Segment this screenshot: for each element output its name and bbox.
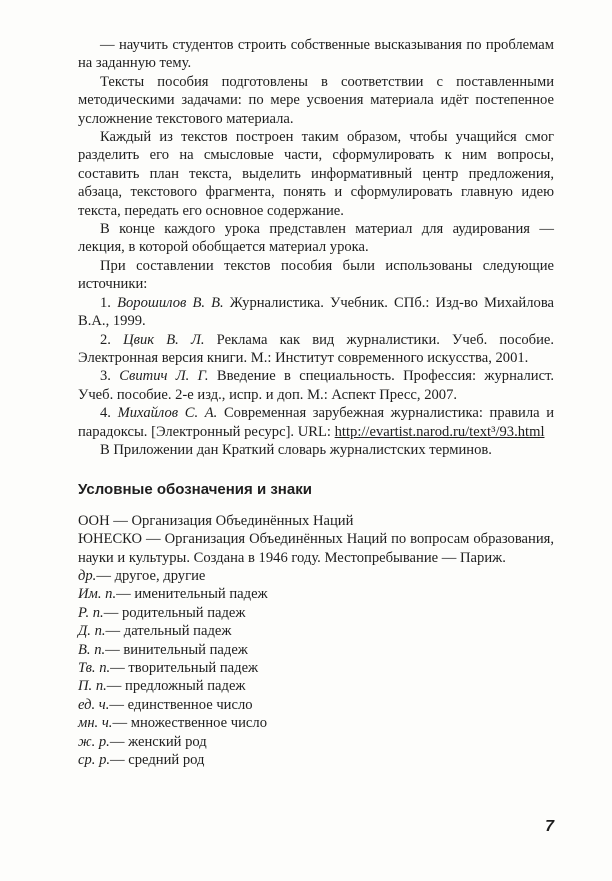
intro-paragraph-3: Каждый из текстов построен таким образом, чтобы учащийся смог разделить его на смысловые части, сформулировать к ним вопросы, составить план текста, выделить информативный центр предложения, абзаца, текстового фрагмента, понять и сформулировать главную идею текста, передать его основное содержание. (78, 129, 554, 219)
abbreviation-term: Тв. п. (78, 660, 111, 676)
abbreviation-meaning: — предложный падеж (106, 678, 246, 695)
abbreviation-meaning: — родительный падеж (103, 604, 246, 621)
page-content (78, 36, 554, 769)
organizations-list (78, 512, 554, 567)
abbreviation-row (78, 604, 554, 622)
abbreviation-row (78, 622, 554, 640)
abbreviation-term: ср. р. (78, 752, 111, 769)
abbreviation-term: ед. ч. (78, 696, 110, 713)
abbreviation-term: мн. ч. (78, 715, 113, 732)
sources-list (78, 294, 554, 441)
abbreviation-meaning: — множественное число (112, 715, 267, 732)
abbreviation-row (78, 567, 554, 585)
page-number: 7 (545, 818, 554, 835)
source-number: 3. (100, 368, 111, 385)
abbreviation-meaning: — творительный падеж (110, 660, 259, 676)
intro-paragraph-1: — научить студентов строить собственные высказывания по проблемам на заданную тему. (78, 37, 554, 72)
abbreviation-row (78, 585, 554, 603)
abbreviation-term: П. п. (78, 678, 107, 695)
abbreviation-term: Им. п. (78, 586, 117, 603)
abbreviation-row (78, 733, 554, 751)
abbreviation-row (78, 677, 554, 695)
abbreviation-term: В. п. (78, 641, 106, 658)
abbreviation-row (78, 751, 554, 769)
source-text: Современная зарубежная журналистика: правила и парадоксы. [Электронный ресурс]. URL: (78, 405, 555, 440)
abbreviation-meaning: — средний род (110, 752, 205, 769)
abbreviation-meaning: — именительный падеж (116, 586, 268, 603)
abbreviation-term: Р. п. (78, 604, 104, 621)
abbreviation-meaning: — другое, другие (96, 567, 206, 584)
org-item: ЮНЕСКО — Организация Объединённых Наций по вопросам образования, науки и культуры. Создана в 1946 году. Местопребывание — Париж. (78, 531, 554, 566)
source-item (78, 331, 554, 368)
source-number: 4. (100, 405, 111, 422)
abbreviation-meaning: — женский род (109, 733, 207, 750)
source-author: Михайлов С. А. (117, 405, 218, 422)
source-text: Журналистика. Учебник. СПб.: Изд-во Михайлова В.А., 1999. (78, 294, 554, 330)
source-text: Реклама как вид журналистики. Учеб. пособие. Электронная версия книги. М.: Институт современного искусства, 2001. (78, 331, 555, 366)
abbreviation-row (78, 659, 554, 677)
abbreviation-row (78, 696, 554, 714)
abbreviation-meaning: — винительный падеж (105, 641, 248, 658)
abbreviation-meaning: — единственное число (109, 696, 253, 713)
abbreviation-term: ж. р. (78, 733, 110, 750)
intro-paragraph-2: Тексты пособия подготовлены в соответствии с поставленными методическими задачами: по мере усвоения материала идёт постепенное усложнение текстового материала. (78, 73, 554, 127)
source-item (78, 294, 554, 331)
source-item (78, 367, 554, 404)
section-heading: Условные обозначения и знаки (78, 481, 312, 499)
source-author: Свитич Л. Г. (119, 368, 209, 385)
abbreviation-meaning: — дательный падеж (105, 623, 232, 640)
source-url-link[interactable]: http://evartist.narod.ru/text³/93.html (334, 423, 545, 440)
abbreviation-term: Д. п. (78, 623, 106, 640)
source-author: Ворошилов В. В. (117, 294, 224, 311)
abbreviation-term: др. (78, 567, 97, 584)
intro-paragraph-5: При составлении текстов пособия были использованы следующие источники: (78, 257, 554, 293)
abbreviation-row (78, 714, 554, 732)
source-number: 1. (100, 294, 111, 311)
abbreviation-row (78, 641, 554, 659)
source-author: Цвик В. Л. (123, 331, 205, 348)
abbreviations-list (78, 567, 554, 769)
intro-paragraph-4: В конце каждого урока представлен материал для аудирования — лекция, в которой обобщается материал урока. (78, 221, 554, 256)
source-item (78, 404, 554, 441)
source-number: 2. (100, 331, 111, 348)
org-item: ООН — Организация Объединённых Наций (78, 512, 354, 529)
appendix-note: В Приложении дан Краткий словарь журналистских терминов. (100, 441, 492, 458)
source-text: Введение в специальность. Профессия: журналист. Учеб. пособие. 2-е изд., испр. и доп. М.: Аспект Пресс, 2007. (78, 368, 554, 403)
